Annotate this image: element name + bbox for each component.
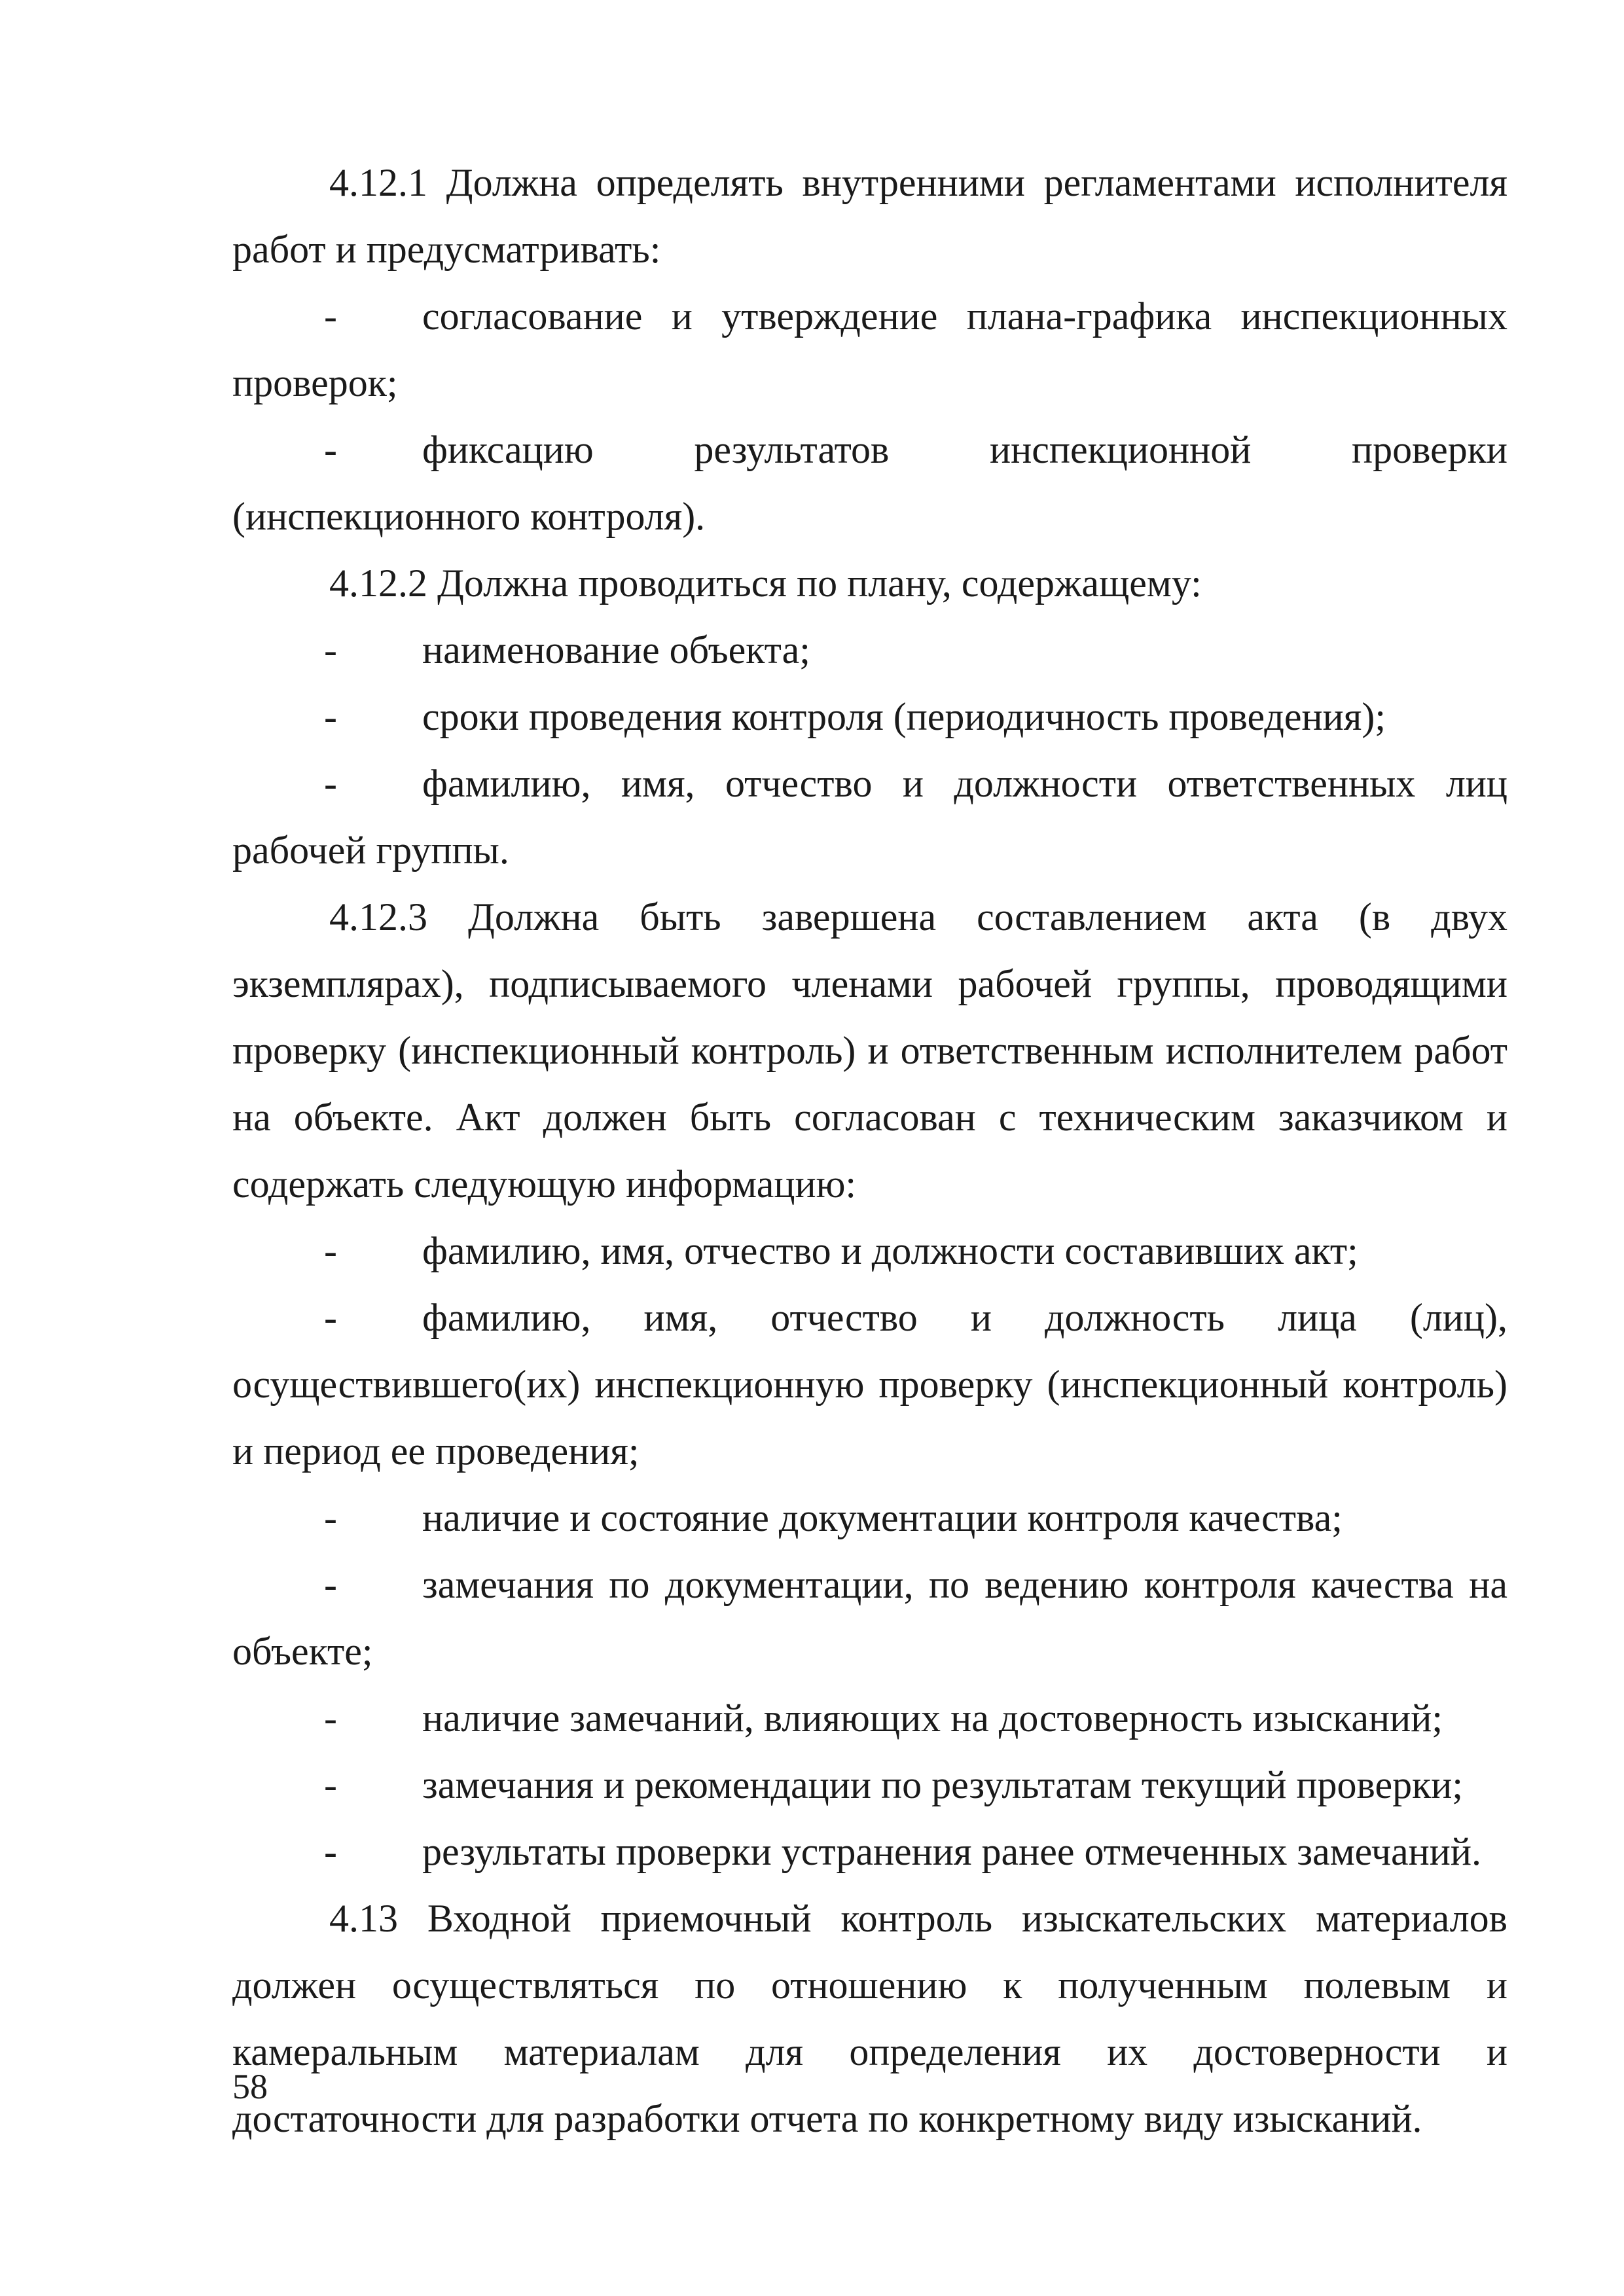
list-item-text: фамилию, имя, отчество и должности составивших акт;	[422, 1229, 1358, 1272]
list-item-text: фамилию, имя, отчество и должность лица (лиц), осуществившего(их) инспекционную проверку (инспекционный контроль) и период ее проведения;	[232, 1296, 1507, 1473]
list-item-text: наименование объекта;	[422, 628, 810, 672]
list-item	[232, 1551, 1507, 1685]
list-item-text: сроки проведения контроля (периодичность проведения);	[422, 695, 1386, 738]
list-item-text: замечания по документации, по ведению контроля качества на объекте;	[232, 1563, 1507, 1673]
list-item-text: согласование и утверждение плана-графика инспекционных проверок;	[232, 295, 1507, 404]
list-item-text: наличие замечаний, влияющих на достоверность изысканий;	[422, 1696, 1443, 1740]
document-body	[232, 149, 1507, 2152]
dash-marker: -	[324, 1229, 337, 1272]
list-item	[232, 283, 1507, 416]
list-item-text: фиксацию результатов инспекционной проверки (инспекционного контроля).	[232, 428, 1507, 538]
dash-marker: -	[324, 695, 337, 738]
dash-marker: -	[324, 1563, 337, 1606]
dash-marker: -	[324, 1296, 337, 1339]
list-item	[232, 617, 1507, 683]
paragraph-4-12-3: 4.12.3 Должна быть завершена составлением акта (в двух экземплярах), подписываемого членами рабочей группы, проводящими проверку (инспекционный контроль) и ответственным исполнителем работ на объекте. Акт должен быть согласован с техническим заказчиком и содержать следующую информацию:	[232, 895, 1507, 1206]
list-item	[232, 750, 1507, 884]
dash-marker: -	[324, 762, 337, 805]
list-item	[232, 1217, 1507, 1284]
page-number: 58	[232, 2067, 268, 2106]
list-item-text: наличие и состояние документации контроля качества;	[422, 1496, 1343, 1539]
dash-marker: -	[324, 1763, 337, 1806]
list-item	[232, 1685, 1507, 1751]
list-item-text: фамилию, имя, отчество и должности ответственных лиц рабочей группы.	[232, 762, 1507, 872]
dash-marker: -	[324, 295, 337, 338]
list-item	[232, 1818, 1507, 1885]
dash-marker: -	[324, 1496, 337, 1539]
paragraph-4-13: 4.13 Входной приемочный контроль изыскательских материалов должен осуществляться по отношению к полученным полевым и камеральным материалам для определения их достоверности и достаточности для разработки отчета по конкретному виду изысканий.	[232, 1897, 1507, 2140]
list-item	[232, 1484, 1507, 1551]
paragraph-4-12-1: 4.12.1 Должна определять внутренними регламентами исполнителя работ и предусматривать:	[232, 161, 1507, 271]
list-item	[232, 416, 1507, 550]
list-item	[232, 683, 1507, 750]
list-item	[232, 1284, 1507, 1484]
paragraph-4-12-2: 4.12.2 Должна проводиться по плану, содержащему:	[329, 562, 1202, 605]
list-item-text: результаты проверки устранения ранее отмеченных замечаний.	[422, 1830, 1481, 1873]
dash-marker: -	[324, 428, 337, 471]
dash-marker: -	[324, 628, 337, 672]
list-item-text: замечания и рекомендации по результатам текущий проверки;	[422, 1763, 1464, 1806]
list-item	[232, 1751, 1507, 1818]
dash-marker: -	[324, 1830, 337, 1873]
dash-marker: -	[324, 1696, 337, 1740]
